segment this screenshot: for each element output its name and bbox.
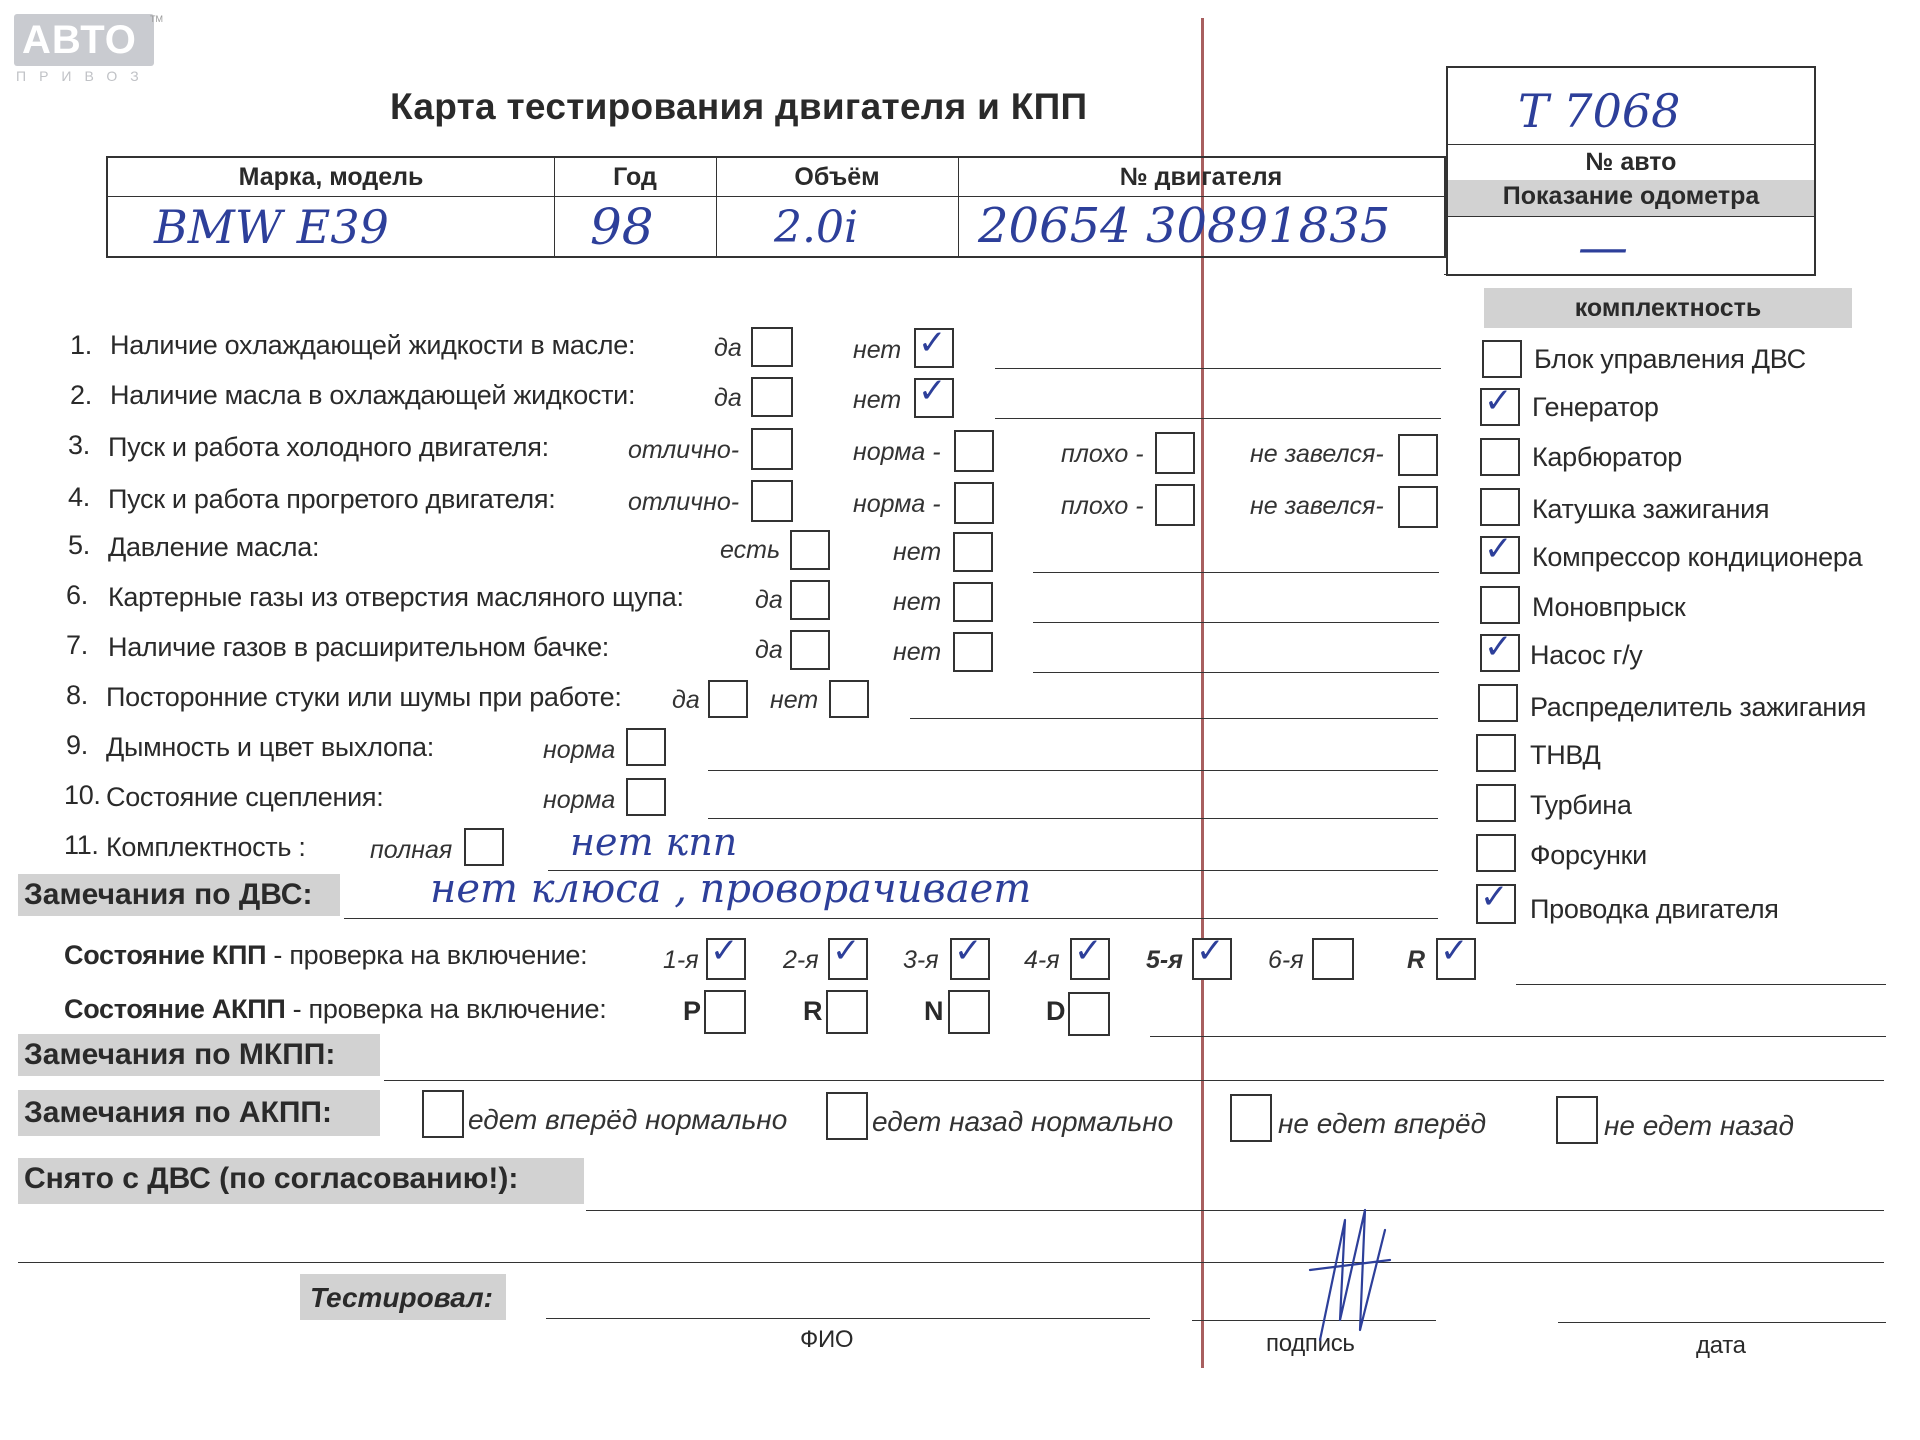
date-caption: дата: [1696, 1332, 1746, 1359]
odometer-label: Показание одометра: [1502, 182, 1760, 210]
question-text: Наличие газов в расширительном бачке:: [108, 632, 610, 662]
checkbox[interactable]: [790, 630, 830, 670]
checkbox[interactable]: [751, 480, 793, 522]
checkbox[interactable]: [1398, 434, 1438, 476]
checkbox[interactable]: [1068, 992, 1110, 1036]
auto-number-label: № авто: [1585, 148, 1677, 176]
check-mark: ✓: [1440, 931, 1469, 971]
checkbox[interactable]: [953, 582, 993, 622]
gear-label: 6-я: [1268, 946, 1304, 974]
akpp-option-label: едет вперёд нормально: [468, 1104, 788, 1135]
odometer-value: —: [1578, 218, 1628, 276]
completeness-item: Проводка двигателя: [1530, 894, 1779, 924]
mode-label: N: [924, 996, 944, 1026]
question-text: Состояние сцепления:: [106, 782, 384, 812]
checkbox[interactable]: [826, 990, 868, 1034]
question-number: 3.: [68, 430, 90, 460]
akpp-option-label: едет назад нормально: [872, 1106, 1174, 1137]
completeness-item: Карбюратор: [1532, 442, 1683, 472]
logo-tm: TM: [150, 14, 163, 24]
checkbox[interactable]: [1476, 784, 1516, 822]
value-engine-number: 20654 30891835: [978, 198, 1391, 254]
question-number: 11.: [64, 830, 99, 860]
option-label: не завелся-: [1250, 492, 1384, 520]
check-mark: ✓: [1480, 877, 1509, 917]
akpp-label: [64, 994, 606, 1025]
option-label: плохо -: [1061, 440, 1144, 468]
question-number: 6.: [66, 580, 88, 610]
check-mark: ✓: [832, 931, 861, 971]
gear-label: 2-я: [783, 946, 819, 974]
option-label: да: [755, 586, 783, 614]
logo: [14, 14, 154, 66]
check-mark: ✓: [1484, 529, 1513, 569]
checkbox[interactable]: [626, 728, 666, 766]
completeness-item: Блок управления ДВС: [1534, 344, 1806, 374]
akpp-label-rest: - проверка на включение:: [285, 994, 607, 1024]
logo-subtitle: ПРИВОЗ: [16, 68, 152, 84]
gear-label: 5-я: [1146, 946, 1183, 974]
tested-label: Тестировал:: [310, 1282, 493, 1313]
completeness-item: Катушка зажигания: [1532, 494, 1770, 524]
question-number: 2.: [70, 380, 92, 410]
option-label: нет: [770, 686, 819, 714]
remarks-dvs-label: Замечания по ДВС:: [24, 878, 313, 911]
question-text: Дымность и цвет выхлопа:: [106, 732, 434, 762]
check-mark: ✓: [954, 931, 983, 971]
option-label: плохо -: [1061, 492, 1144, 520]
checkbox[interactable]: [953, 532, 993, 572]
vehicle-table: [106, 156, 1446, 258]
question-number: 8.: [66, 680, 88, 710]
akpp-option-label: не едет вперёд: [1278, 1108, 1487, 1139]
option-label: не завелся-: [1250, 440, 1384, 468]
completeness-item: Генератор: [1532, 392, 1659, 422]
question-number: 4.: [68, 482, 90, 512]
checkbox[interactable]: [953, 632, 993, 672]
logo-text: АВТО: [22, 18, 137, 62]
remarks-dvs-note: нет клюса , проворачивает: [430, 866, 1032, 912]
option-label: отлично-: [628, 488, 740, 516]
checkbox[interactable]: [1556, 1096, 1598, 1144]
mode-label: P: [683, 996, 701, 1026]
question-text: Пуск и работа прогретого двигателя:: [108, 484, 556, 514]
checkbox[interactable]: [1480, 438, 1520, 476]
option-label: нет: [853, 386, 902, 414]
signature-caption: подпись: [1266, 1330, 1355, 1357]
checkbox[interactable]: [751, 428, 793, 470]
mode-label: R: [803, 996, 823, 1026]
completeness-item: ТНВД: [1530, 740, 1601, 770]
option-label: отлично-: [628, 436, 740, 464]
remarks-mkpp-label: Замечания по МКПП:: [24, 1038, 336, 1071]
checkbox[interactable]: [1476, 834, 1516, 872]
option-label: нет: [893, 638, 942, 666]
q11-note: нет кпп: [570, 820, 738, 864]
question-text: Наличие масла в охлаждающей жидкости:: [110, 380, 636, 410]
kpp-label-rest: - проверка на включение:: [266, 940, 588, 970]
checkbox[interactable]: [1230, 1094, 1272, 1142]
gear-label: R: [1407, 946, 1426, 974]
checkbox[interactable]: [1155, 484, 1195, 526]
remarks-akpp-label: Замечания по АКПП:: [24, 1096, 332, 1129]
question-text: Посторонние стуки или шумы при работе:: [106, 682, 622, 712]
akpp-option-label: не едет назад: [1604, 1110, 1794, 1141]
question-number: 1.: [70, 330, 92, 360]
header-volume: Объём: [794, 163, 880, 191]
value-brand: BMW E39: [154, 200, 389, 254]
check-mark: ✓: [1074, 931, 1103, 971]
question-text: Пуск и работа холодного двигателя:: [108, 432, 549, 462]
checkbox[interactable]: [1312, 938, 1354, 980]
akpp-label-bold: Состояние АКПП: [64, 994, 286, 1024]
checkbox[interactable]: [1478, 684, 1518, 722]
checkbox[interactable]: [790, 580, 830, 620]
question-number: 7.: [66, 630, 88, 660]
option-label: да: [714, 334, 742, 362]
header-engine-number: № двигателя: [1119, 163, 1283, 191]
checkbox[interactable]: [790, 530, 830, 570]
kpp-label: [64, 940, 587, 971]
option-label: нет: [893, 588, 942, 616]
kpp-label-bold: Состояние КПП: [64, 940, 267, 970]
checkbox[interactable]: [751, 377, 793, 417]
check-mark: ✓: [710, 931, 739, 971]
option-label: да: [755, 636, 783, 664]
completeness-item: Турбина: [1530, 790, 1632, 820]
checkbox[interactable]: [1476, 734, 1516, 772]
question-text: Картерные газы из отверстия масляного щупа:: [108, 582, 684, 612]
checkbox[interactable]: [954, 430, 994, 472]
gear-label: 1-я: [663, 946, 699, 974]
gear-label: 3-я: [903, 946, 939, 974]
option-label: нет: [893, 538, 942, 566]
mode-label: D: [1046, 996, 1066, 1026]
check-mark: ✓: [1196, 931, 1225, 971]
value-volume: 2.0i: [774, 202, 859, 253]
option-label: норма: [543, 736, 616, 764]
option-label: норма: [543, 786, 616, 814]
gear-label: 4-я: [1024, 946, 1060, 974]
option-label: да: [714, 384, 742, 412]
completeness-item: Насос г/у: [1530, 640, 1643, 670]
removed-label: Снято с ДВС (по согласованию!):: [24, 1162, 519, 1195]
checkbox[interactable]: [948, 990, 990, 1034]
check-mark: ✓: [1484, 381, 1513, 421]
header-brand: Марка, модель: [238, 163, 424, 191]
page-title: Карта тестирования двигателя и КПП: [390, 86, 1088, 127]
checkbox[interactable]: [751, 327, 793, 367]
value-year: 98: [590, 198, 654, 256]
checkbox[interactable]: [1480, 586, 1520, 624]
check-mark: ✓: [1484, 627, 1513, 667]
checkbox[interactable]: [1480, 488, 1520, 526]
checkbox[interactable]: [826, 1092, 868, 1140]
check-mark: ✓: [918, 371, 947, 411]
completeness-item: Распределитель зажигания: [1530, 692, 1867, 722]
checkbox[interactable]: [829, 680, 869, 718]
question-text: Наличие охлаждающей жидкости в масле:: [110, 330, 636, 360]
checkbox[interactable]: [464, 828, 504, 866]
option-label: норма -: [853, 438, 941, 466]
completeness-item: Моновпрыск: [1532, 592, 1686, 622]
checkbox[interactable]: [704, 990, 746, 1034]
option-label: полная: [370, 836, 453, 864]
checkbox[interactable]: [954, 482, 994, 524]
checkbox[interactable]: [1155, 432, 1195, 474]
checkbox[interactable]: [626, 778, 666, 816]
question-text: Комплектность :: [106, 832, 306, 862]
completeness-item: Форсунки: [1530, 840, 1647, 870]
auto-number-handwritten: Т 7068: [1518, 84, 1681, 138]
option-label: да: [672, 686, 700, 714]
option-label: норма -: [853, 490, 941, 518]
auto-box: [1446, 66, 1816, 276]
option-label: есть: [720, 536, 781, 564]
completeness-item: Компрессор кондиционера: [1532, 542, 1863, 572]
completeness-header: комплектность: [1574, 294, 1762, 322]
checkbox[interactable]: [422, 1090, 464, 1138]
question-number: 9.: [66, 730, 88, 760]
check-mark: ✓: [918, 323, 947, 363]
checkbox[interactable]: [1398, 486, 1438, 528]
question-number: 10.: [64, 780, 101, 810]
question-text: Давление масла:: [108, 532, 320, 562]
fio-caption: ФИО: [800, 1326, 854, 1353]
question-number: 5.: [68, 530, 90, 560]
checkbox[interactable]: [708, 680, 748, 718]
option-label: нет: [853, 336, 902, 364]
signature-scribble: [1290, 1200, 1400, 1350]
checkbox[interactable]: [1482, 340, 1522, 378]
header-year: Год: [613, 163, 657, 191]
